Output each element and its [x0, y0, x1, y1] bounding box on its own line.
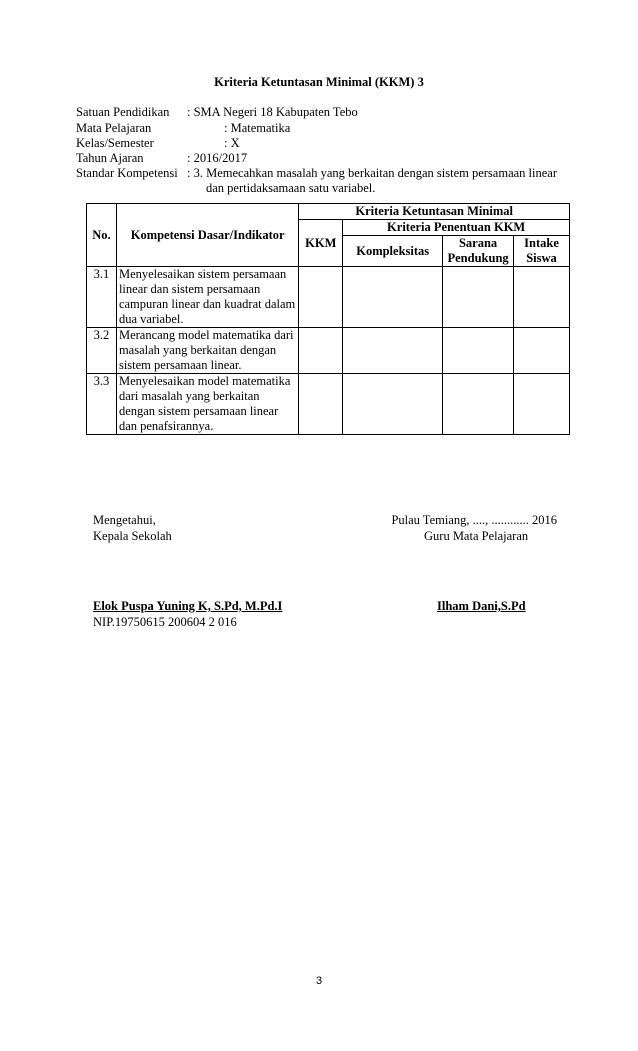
- row-kompetensi: Menyelesaikan sistem persamaan linear dan sistem persamaan campuran linear dan kuadrat dalam dua variabel.: [116, 267, 298, 328]
- row-sarana: [443, 374, 514, 435]
- page-number: 3: [315, 975, 323, 987]
- header-kompetensi: Kompetensi Dasar/Indikator: [116, 204, 298, 267]
- table-row: [87, 374, 570, 435]
- document-title: Kriteria Ketuntasan Minimal (KKM) 3: [214, 75, 424, 89]
- info-value: : X: [224, 136, 240, 150]
- info-value-continuation: dan pertidaksamaan satu variabel.: [206, 181, 376, 195]
- header-kkm-group: Kriteria Ketuntasan Minimal: [299, 204, 570, 220]
- row-number: 3.1: [87, 267, 117, 328]
- row-sarana: [443, 267, 514, 328]
- row-sarana: [443, 328, 514, 374]
- header-intake: Intake Siswa: [514, 236, 570, 267]
- teacher-name: Ilham Dani,S.Pd: [437, 599, 526, 613]
- kkm-table: [86, 203, 570, 435]
- info-value: : 3. Memecahkan masalah yang berkaitan dengan sistem persamaan linear: [187, 166, 557, 180]
- info-value: : 2016/2017: [187, 151, 248, 165]
- info-label: Tahun Ajaran: [76, 151, 144, 165]
- info-label: Mata Pelajaran: [76, 121, 152, 135]
- row-number: 3.3: [87, 374, 117, 435]
- row-kompetensi: Merancang model matematika dari masalah yang berkaitan dengan sistem persamaan linear.: [116, 328, 298, 374]
- table-row: [87, 267, 570, 328]
- row-number: 3.2: [87, 328, 117, 374]
- signature-right-line2: Guru Mata Pelajaran: [424, 529, 529, 543]
- row-kkm: [299, 328, 343, 374]
- header-kkm: KKM: [299, 220, 343, 267]
- header-no: No.: [87, 204, 117, 267]
- row-kkm: [299, 267, 343, 328]
- header-kompleksitas: Kompleksitas: [343, 236, 443, 267]
- header-sarana: Sarana Pendukung: [443, 236, 514, 267]
- row-kompleksitas: [343, 267, 443, 328]
- info-label: Standar Kompetensi: [76, 166, 178, 180]
- table-row: [87, 328, 570, 374]
- info-label: Kelas/Semester: [76, 136, 154, 150]
- row-kompleksitas: [343, 328, 443, 374]
- info-value: : SMA Negeri 18 Kabupaten Tebo: [187, 105, 358, 119]
- signature-right-line1: Pulau Temiang, ...., ............ 2016: [391, 513, 557, 527]
- signature-left-line1: Mengetahui,: [93, 513, 156, 527]
- principal-nip: NIP.19750615 200604 2 016: [93, 615, 237, 629]
- signature-left-line2: Kepala Sekolah: [93, 529, 172, 543]
- info-label: Satuan Pendidikan: [76, 105, 170, 119]
- row-intake: [514, 267, 570, 328]
- row-intake: [514, 328, 570, 374]
- principal-name: Elok Puspa Yuning K, S.Pd, M.Pd.I: [93, 599, 283, 613]
- row-kompleksitas: [343, 374, 443, 435]
- header-penentuan: Kriteria Penentuan KKM: [343, 220, 570, 236]
- row-kompetensi: Menyelesaikan model matematika dari masalah yang berkaitan dengan sistem persamaan linear dan penafsirannya.: [116, 374, 298, 435]
- row-intake: [514, 374, 570, 435]
- row-kkm: [299, 374, 343, 435]
- info-value: : Matematika: [224, 121, 291, 135]
